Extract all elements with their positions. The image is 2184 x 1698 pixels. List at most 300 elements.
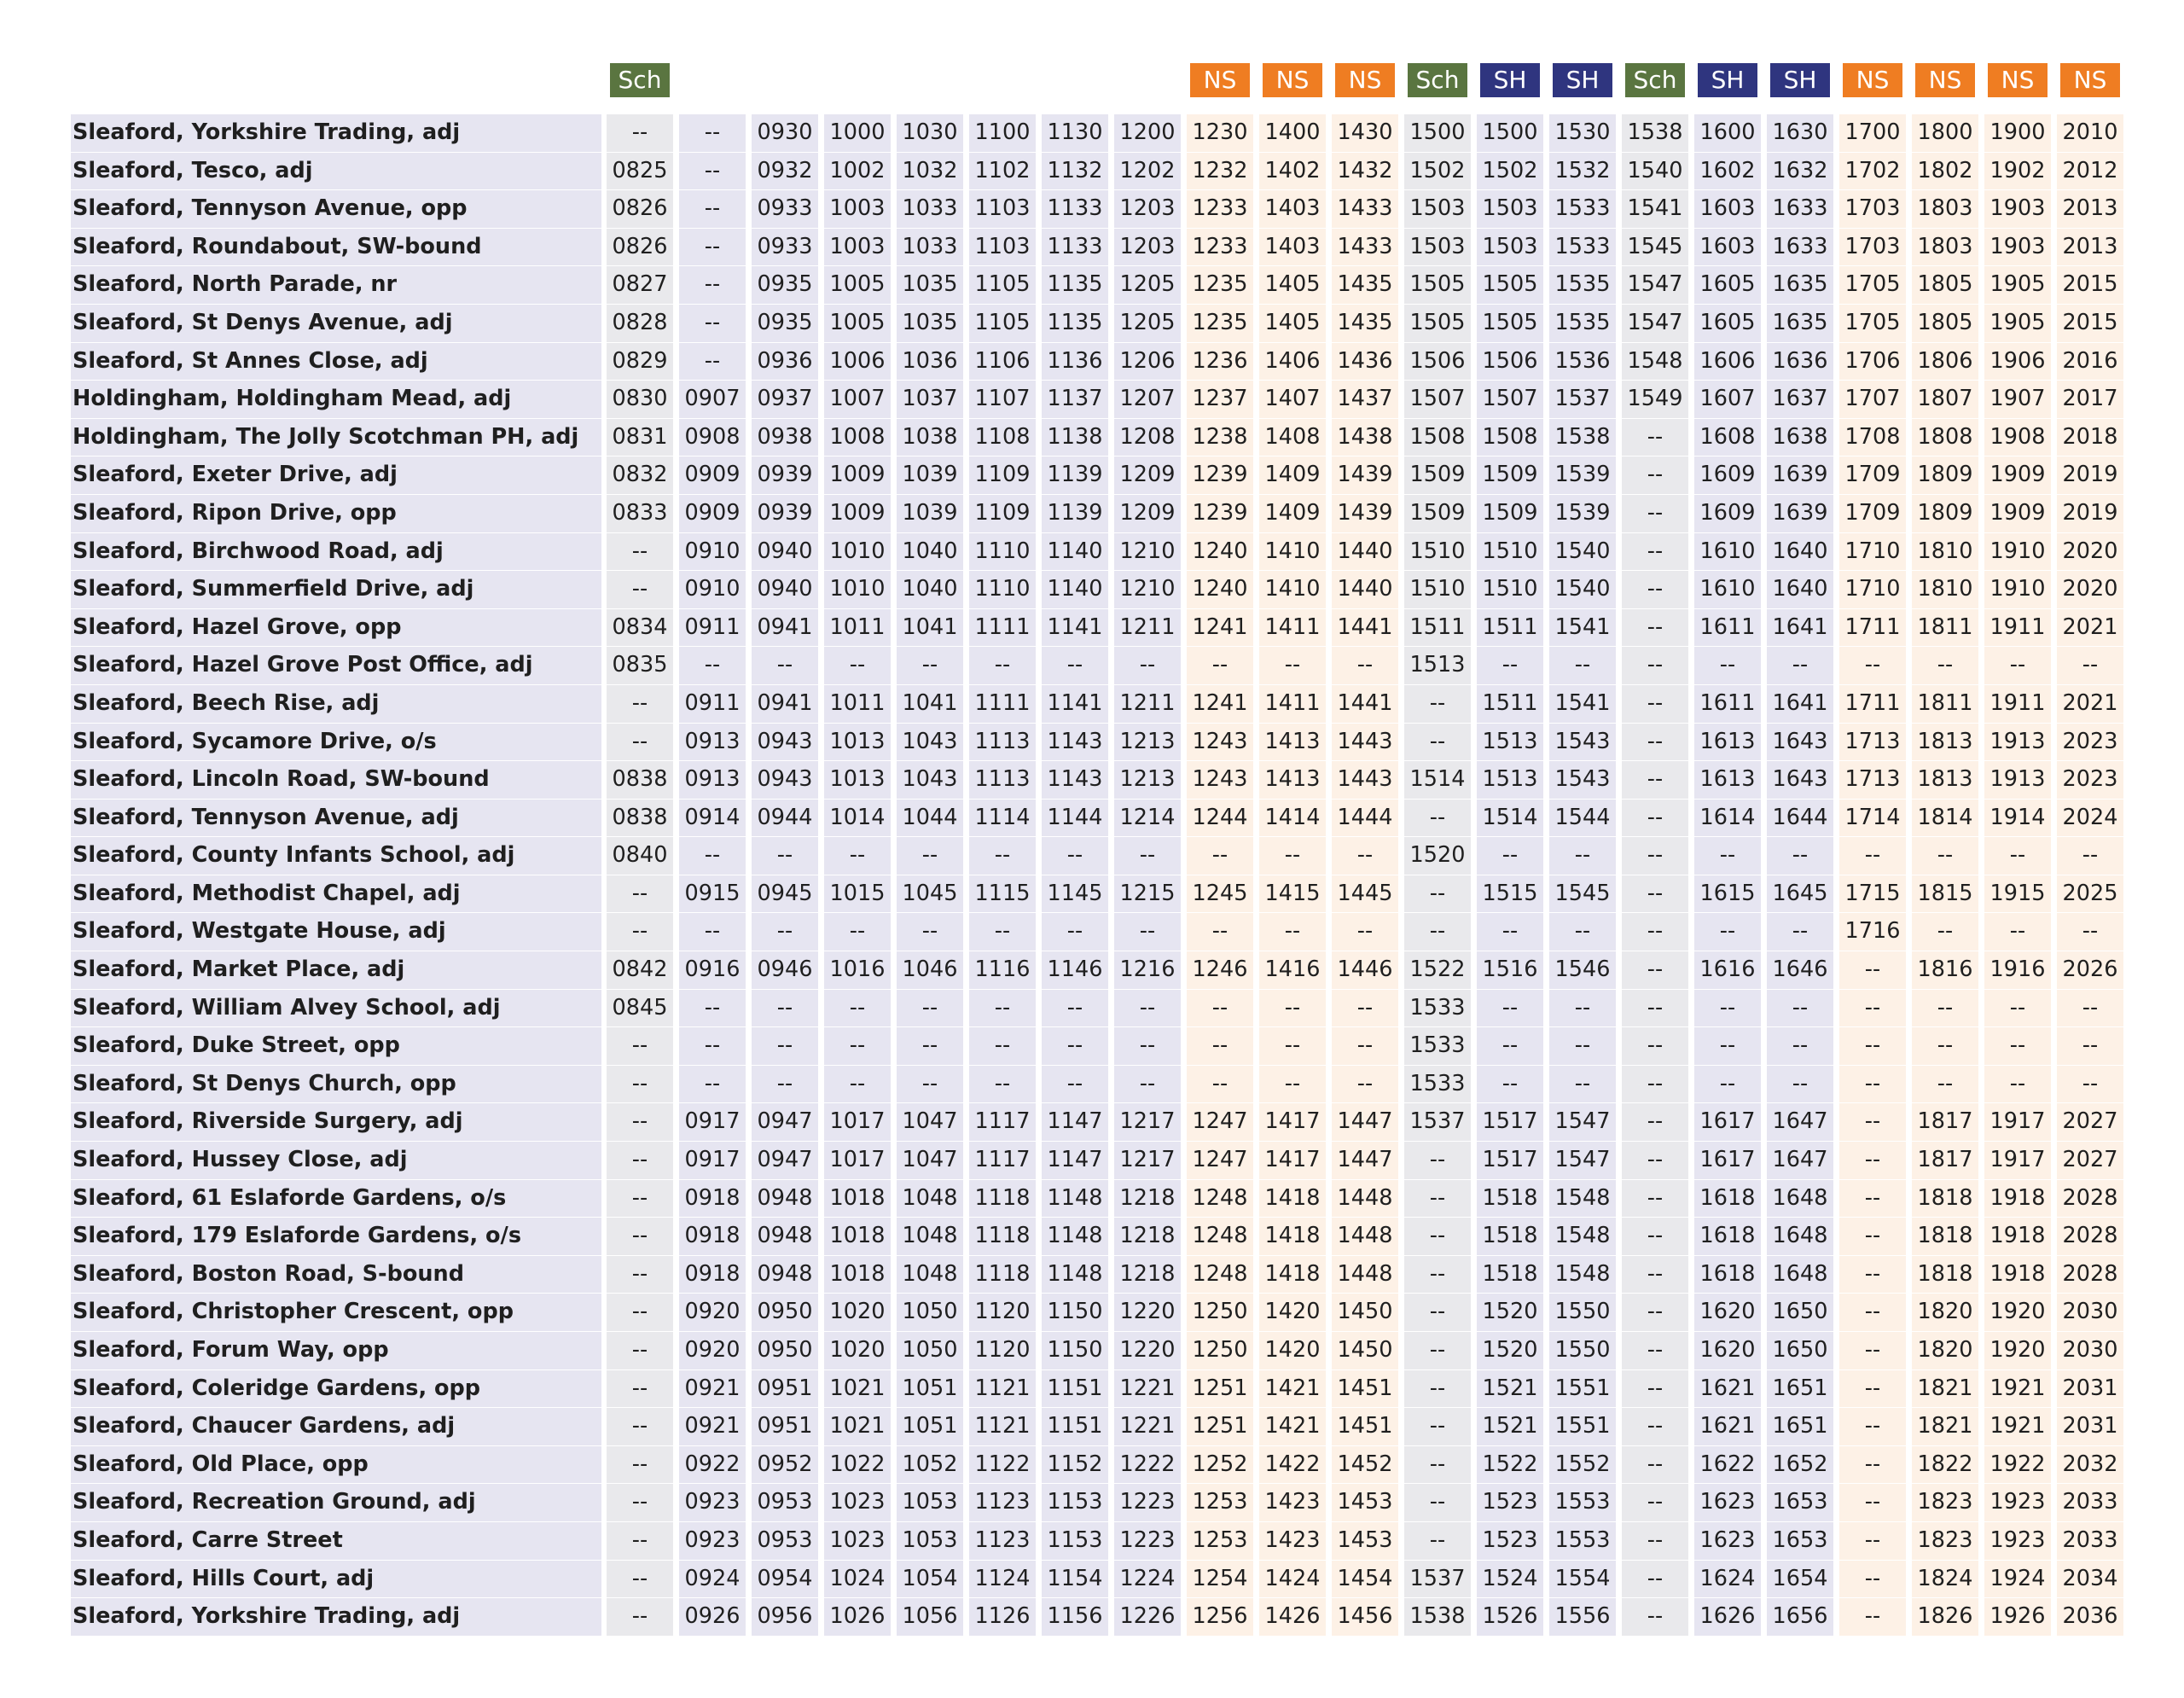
departure-time: -- [897, 837, 963, 875]
departure-time: 1420 [1259, 1294, 1326, 1332]
table-row [71, 305, 2129, 343]
departure-time: 1146 [1042, 951, 1108, 990]
departure-time: 1605 [1694, 266, 1761, 305]
table-row [71, 495, 2129, 533]
stop-name: Sleaford, Riverside Surgery, adj [71, 1103, 601, 1142]
departure-time: -- [1187, 1066, 1253, 1104]
departure-time: -- [1187, 990, 1253, 1028]
departure-time: 1635 [1767, 305, 1833, 343]
departure-time: 1103 [969, 229, 1036, 267]
departure-time: -- [1622, 1180, 1688, 1218]
departure-time: 1920 [1984, 1332, 2051, 1370]
departure-time: -- [1114, 990, 1181, 1028]
departure-time: 0921 [679, 1370, 746, 1409]
departure-time: 1617 [1694, 1103, 1761, 1142]
table-row [71, 1066, 2129, 1104]
departure-time: 1247 [1187, 1103, 1253, 1142]
departure-time: -- [1114, 1027, 1181, 1066]
departure-time: -- [1622, 951, 1688, 990]
departure-time: -- [1839, 1103, 1906, 1142]
column-header [969, 63, 1036, 97]
departure-time: 1505 [1477, 305, 1543, 343]
departure-time: 1803 [1912, 229, 1978, 267]
departure-time: 1040 [897, 571, 963, 609]
departure-time: -- [1187, 1027, 1253, 1066]
departure-time: 0926 [679, 1598, 746, 1637]
table-row [71, 1484, 2129, 1522]
departure-time: -- [1332, 913, 1398, 951]
departure-time: 1409 [1259, 495, 1326, 533]
departure-time: 1041 [897, 685, 963, 724]
departure-time: -- [1912, 1027, 1978, 1066]
departure-time: 1248 [1187, 1218, 1253, 1256]
departure-time: 0922 [679, 1446, 746, 1485]
departure-time: 1011 [824, 609, 891, 648]
departure-time: -- [1549, 837, 1616, 875]
column-header [1477, 63, 1543, 97]
departure-time: 2019 [2057, 495, 2123, 533]
departure-time: 1233 [1187, 229, 1253, 267]
column-header [1622, 63, 1688, 97]
departure-time: -- [1622, 495, 1688, 533]
departure-time: 1826 [1912, 1598, 1978, 1637]
departure-time: 1132 [1042, 153, 1108, 191]
departure-time: 1122 [969, 1446, 1036, 1485]
departure-time: 1133 [1042, 190, 1108, 229]
departure-time: 1035 [897, 266, 963, 305]
departure-time: 1103 [969, 190, 1036, 229]
departure-time: -- [1622, 1484, 1688, 1522]
departure-time: 0945 [752, 875, 818, 914]
departure-time: -- [1404, 1446, 1471, 1485]
departure-time: -- [1622, 875, 1688, 914]
departure-time: -- [824, 990, 891, 1028]
departure-time: 1033 [897, 229, 963, 267]
departure-time: 1910 [1984, 571, 2051, 609]
departure-time: 2028 [2057, 1256, 2123, 1294]
departure-time: -- [1549, 1066, 1616, 1104]
departure-time: 0953 [752, 1484, 818, 1522]
table-row [71, 1332, 2129, 1370]
departure-time: 1247 [1187, 1142, 1253, 1180]
departure-time: -- [1622, 1561, 1688, 1599]
departure-time: 0835 [607, 647, 673, 685]
departure-time: 1224 [1114, 1561, 1181, 1599]
departure-time: -- [1839, 1294, 1906, 1332]
departure-time: 1711 [1839, 609, 1906, 648]
departure-time: 1706 [1839, 343, 1906, 381]
departure-time: 0920 [679, 1332, 746, 1370]
departure-time: 2034 [2057, 1561, 2123, 1599]
departure-time: 1118 [969, 1256, 1036, 1294]
departure-time: 1120 [969, 1294, 1036, 1332]
departure-time: 2021 [2057, 685, 2123, 724]
table-row [71, 1027, 2129, 1066]
departure-time: 1035 [897, 305, 963, 343]
departure-time: -- [679, 343, 746, 381]
departure-time: 1110 [969, 533, 1036, 572]
departure-time: 1903 [1984, 190, 2051, 229]
stop-name: Sleaford, Old Place, opp [71, 1446, 601, 1485]
departure-time: 0946 [752, 951, 818, 990]
departure-time: 1513 [1477, 724, 1543, 762]
departure-time: 1913 [1984, 761, 2051, 800]
departure-time: 1150 [1042, 1294, 1108, 1332]
departure-time: 0832 [607, 456, 673, 495]
departure-time: 0910 [679, 533, 746, 572]
departure-time: 0826 [607, 190, 673, 229]
departure-time: 1603 [1694, 190, 1761, 229]
departure-time: 1514 [1477, 800, 1543, 838]
departure-time: 1908 [1984, 419, 2051, 457]
departure-time: 1135 [1042, 305, 1108, 343]
departure-time: 1209 [1114, 495, 1181, 533]
departure-time: -- [1404, 1142, 1471, 1180]
departure-time: 1107 [969, 381, 1036, 419]
table-row [71, 456, 2129, 495]
departure-time: 1003 [824, 229, 891, 267]
departure-time: 1823 [1912, 1522, 1978, 1561]
departure-time: -- [1332, 647, 1398, 685]
departure-time: 0914 [679, 800, 746, 838]
departure-time: 0908 [679, 419, 746, 457]
stop-name: Sleaford, North Parade, nr [71, 266, 601, 305]
departure-time: 1809 [1912, 495, 1978, 533]
departure-time: 1515 [1477, 875, 1543, 914]
stop-name: Sleaford, Tesco, adj [71, 153, 601, 191]
departure-time: -- [1332, 990, 1398, 1028]
table-row [71, 1218, 2129, 1256]
departure-time: -- [1549, 1027, 1616, 1066]
departure-time: 1018 [824, 1180, 891, 1218]
departure-time: 1822 [1912, 1446, 1978, 1485]
departure-time: 1600 [1694, 114, 1761, 153]
departure-time: 1511 [1404, 609, 1471, 648]
departure-time: 1915 [1984, 875, 2051, 914]
column-header [752, 63, 818, 97]
departure-time: 1605 [1694, 305, 1761, 343]
departure-time: 0939 [752, 495, 818, 533]
departure-time: 1235 [1187, 305, 1253, 343]
departure-time: 1609 [1694, 456, 1761, 495]
departure-time: 1615 [1694, 875, 1761, 914]
departure-time: -- [824, 1066, 891, 1104]
column-header [1332, 63, 1398, 97]
departure-time: 1824 [1912, 1561, 1978, 1599]
departure-time: 1435 [1332, 305, 1398, 343]
departure-time: 1703 [1839, 229, 1906, 267]
departure-time: 1203 [1114, 190, 1181, 229]
departure-time: 1556 [1549, 1598, 1616, 1637]
departure-time: 1621 [1694, 1370, 1761, 1409]
departure-time: 1054 [897, 1561, 963, 1599]
departure-time: 1505 [1404, 305, 1471, 343]
departure-time: 1221 [1114, 1408, 1181, 1446]
departure-time: 1008 [824, 419, 891, 457]
table-row [71, 761, 2129, 800]
departure-time: -- [607, 1522, 673, 1561]
departure-time: 1141 [1042, 609, 1108, 648]
departure-time: 1243 [1187, 724, 1253, 762]
departure-time: 1432 [1332, 153, 1398, 191]
departure-time: 1414 [1259, 800, 1326, 838]
departure-time: -- [1622, 1408, 1688, 1446]
departure-time: 1526 [1477, 1598, 1543, 1637]
stop-name: Sleaford, Exeter Drive, adj [71, 456, 601, 495]
departure-time: -- [1622, 1598, 1688, 1637]
departure-time: -- [1622, 1446, 1688, 1485]
departure-time: 1633 [1767, 190, 1833, 229]
departure-time: 1441 [1332, 685, 1398, 724]
departure-time: 0913 [679, 761, 746, 800]
departure-time: -- [1114, 1066, 1181, 1104]
departure-time: 0932 [752, 153, 818, 191]
departure-time: -- [2057, 913, 2123, 951]
departure-time: 1454 [1332, 1561, 1398, 1599]
departure-time: -- [1694, 837, 1761, 875]
column-header [679, 63, 746, 97]
departure-time: -- [1332, 837, 1398, 875]
departure-time: 1618 [1694, 1218, 1761, 1256]
departure-time: -- [1622, 1066, 1688, 1104]
departure-time: 2025 [2057, 875, 2123, 914]
table-row [71, 266, 2129, 305]
departure-time: 1926 [1984, 1598, 2051, 1637]
departure-time: 1109 [969, 456, 1036, 495]
stop-name: Holdingham, Holdingham Mead, adj [71, 381, 601, 419]
departure-time: 1043 [897, 761, 963, 800]
stop-name: Sleaford, Westgate House, adj [71, 913, 601, 951]
departure-time: 1210 [1114, 571, 1181, 609]
departure-time: -- [1839, 837, 1906, 875]
departure-time: 1216 [1114, 951, 1181, 990]
departure-time: 1410 [1259, 533, 1326, 572]
departure-time: 1000 [824, 114, 891, 153]
departure-time: 1709 [1839, 456, 1906, 495]
departure-time: 1648 [1767, 1218, 1833, 1256]
departure-time: -- [752, 1027, 818, 1066]
departure-time: 2033 [2057, 1522, 2123, 1561]
departure-time: -- [1839, 1561, 1906, 1599]
table-row [71, 1142, 2129, 1180]
departure-time: 1918 [1984, 1218, 2051, 1256]
departure-time: 1815 [1912, 875, 1978, 914]
departure-time: -- [1694, 990, 1761, 1028]
departure-time: -- [1767, 1027, 1833, 1066]
departure-time: 1032 [897, 153, 963, 191]
departure-time: 1230 [1187, 114, 1253, 153]
departure-time: 0828 [607, 305, 673, 343]
departure-time: -- [1404, 1484, 1471, 1522]
departure-time: 1530 [1549, 114, 1616, 153]
departure-time: 1808 [1912, 419, 1978, 457]
departure-time: 1239 [1187, 495, 1253, 533]
departure-time: 1420 [1259, 1332, 1326, 1370]
departure-time: -- [1477, 990, 1543, 1028]
departure-time: 1532 [1549, 153, 1616, 191]
table-row [71, 1408, 2129, 1446]
departure-time: 1248 [1187, 1256, 1253, 1294]
departure-time: 1921 [1984, 1408, 2051, 1446]
departure-time: 0918 [679, 1256, 746, 1294]
departure-time: 1026 [824, 1598, 891, 1637]
departure-time: 2024 [2057, 800, 2123, 838]
departure-time: -- [1114, 647, 1181, 685]
departure-time: 1410 [1259, 571, 1326, 609]
departure-time: 0951 [752, 1370, 818, 1409]
departure-time: 1039 [897, 495, 963, 533]
departure-time: 1602 [1694, 153, 1761, 191]
departure-time: -- [1622, 913, 1688, 951]
departure-time: -- [1042, 647, 1108, 685]
departure-time: 1402 [1259, 153, 1326, 191]
departure-time: -- [1839, 951, 1906, 990]
departure-time: -- [1622, 1522, 1688, 1561]
departure-time: 1009 [824, 456, 891, 495]
departure-time: 1448 [1332, 1256, 1398, 1294]
departure-time: 1011 [824, 685, 891, 724]
departure-time: 0951 [752, 1408, 818, 1446]
departure-time: -- [1332, 1066, 1398, 1104]
departure-time: 1539 [1549, 495, 1616, 533]
departure-time: 1540 [1549, 571, 1616, 609]
departure-time: 0948 [752, 1218, 818, 1256]
departure-time: 1120 [969, 1332, 1036, 1370]
departure-time: -- [607, 1598, 673, 1637]
stop-name: Sleaford, Tennyson Avenue, adj [71, 800, 601, 838]
timetable [71, 63, 2129, 1637]
departure-time: 1541 [1622, 190, 1688, 229]
departure-time: -- [1622, 761, 1688, 800]
departure-time: -- [679, 229, 746, 267]
departure-time: 1654 [1767, 1561, 1833, 1599]
departure-time: -- [1839, 1408, 1906, 1446]
departure-time: 1040 [897, 533, 963, 572]
departure-time: 1613 [1694, 724, 1761, 762]
departure-time: -- [1622, 533, 1688, 572]
departure-time: 1046 [897, 951, 963, 990]
departure-time: 1702 [1839, 153, 1906, 191]
departure-time: 1202 [1114, 153, 1181, 191]
departure-time: 1517 [1477, 1103, 1543, 1142]
departure-time: 1707 [1839, 381, 1906, 419]
departure-time: -- [1332, 1027, 1398, 1066]
departure-time: 1250 [1187, 1332, 1253, 1370]
departure-time: -- [1912, 837, 1978, 875]
departure-time: -- [969, 1027, 1036, 1066]
departure-time: 1439 [1332, 456, 1398, 495]
departure-time: 1408 [1259, 419, 1326, 457]
departure-time: 1653 [1767, 1522, 1833, 1561]
departure-time: 1411 [1259, 609, 1326, 648]
departure-time: -- [752, 1066, 818, 1104]
service-badge-sch: Sch [1408, 63, 1467, 97]
stop-name: Sleaford, Chaucer Gardens, adj [71, 1408, 601, 1446]
departure-time: 1905 [1984, 266, 2051, 305]
departure-time: 0941 [752, 609, 818, 648]
departure-time: 0909 [679, 495, 746, 533]
departure-time: 1606 [1694, 343, 1761, 381]
departure-time: 1218 [1114, 1256, 1181, 1294]
departure-time: 1118 [969, 1180, 1036, 1218]
departure-time: -- [2057, 1066, 2123, 1104]
service-badge-sh: SH [1553, 63, 1612, 97]
departure-time: 1126 [969, 1598, 1036, 1637]
stop-name: Sleaford, Christopher Crescent, opp [71, 1294, 601, 1332]
departure-time: 1518 [1477, 1256, 1543, 1294]
departure-time: 1143 [1042, 724, 1108, 762]
departure-time: 0923 [679, 1484, 746, 1522]
departure-time: 1215 [1114, 875, 1181, 914]
stop-name: Sleaford, Summerfield Drive, adj [71, 571, 601, 609]
departure-time: -- [1549, 647, 1616, 685]
departure-time: 1547 [1549, 1142, 1616, 1180]
departure-time: 1250 [1187, 1294, 1253, 1332]
departure-time: -- [824, 1027, 891, 1066]
departure-time: 0921 [679, 1408, 746, 1446]
departure-time: 1418 [1259, 1218, 1326, 1256]
departure-time: 1806 [1912, 343, 1978, 381]
departure-time: -- [1404, 724, 1471, 762]
departure-time: 0831 [607, 419, 673, 457]
departure-time: -- [1912, 1066, 1978, 1104]
departure-time: 1540 [1622, 153, 1688, 191]
departure-time: -- [1259, 913, 1326, 951]
departure-time: -- [1622, 990, 1688, 1028]
departure-time: 2012 [2057, 153, 2123, 191]
departure-time: 1820 [1912, 1332, 1978, 1370]
departure-time: 0954 [752, 1561, 818, 1599]
service-badge-sh: SH [1698, 63, 1757, 97]
service-badge-ns: NS [2060, 63, 2120, 97]
departure-time: 1111 [969, 685, 1036, 724]
departure-time: -- [969, 837, 1036, 875]
departure-time: 1814 [1912, 800, 1978, 838]
departure-time: 2027 [2057, 1142, 2123, 1180]
departure-time: 1507 [1477, 381, 1543, 419]
departure-time: 1415 [1259, 875, 1326, 914]
departure-time: 1817 [1912, 1103, 1978, 1142]
departure-time: 1451 [1332, 1370, 1398, 1409]
departure-time: -- [752, 913, 818, 951]
departure-time: -- [1839, 1522, 1906, 1561]
departure-time: 1051 [897, 1370, 963, 1409]
departure-time: 1523 [1477, 1484, 1543, 1522]
departure-time: 1535 [1549, 305, 1616, 343]
departure-time: 1050 [897, 1332, 963, 1370]
departure-time: 1024 [824, 1561, 891, 1599]
departure-time: 1137 [1042, 381, 1108, 419]
departure-time: 0943 [752, 761, 818, 800]
departure-time: -- [752, 837, 818, 875]
departure-time: 1018 [824, 1218, 891, 1256]
departure-time: 1056 [897, 1598, 963, 1637]
departure-time: 1613 [1694, 761, 1761, 800]
departure-time: -- [1622, 609, 1688, 648]
column-header [824, 63, 891, 97]
departure-time: 2016 [2057, 343, 2123, 381]
departure-time: -- [897, 1027, 963, 1066]
departure-time: 0944 [752, 800, 818, 838]
departure-time: 0915 [679, 875, 746, 914]
departure-time: 0910 [679, 571, 746, 609]
departure-time: 1218 [1114, 1218, 1181, 1256]
departure-time: 1805 [1912, 266, 1978, 305]
departure-time: 1548 [1549, 1180, 1616, 1218]
stop-name: Sleaford, Ripon Drive, opp [71, 495, 601, 533]
departure-time: 1436 [1332, 343, 1398, 381]
departure-time: -- [1839, 990, 1906, 1028]
